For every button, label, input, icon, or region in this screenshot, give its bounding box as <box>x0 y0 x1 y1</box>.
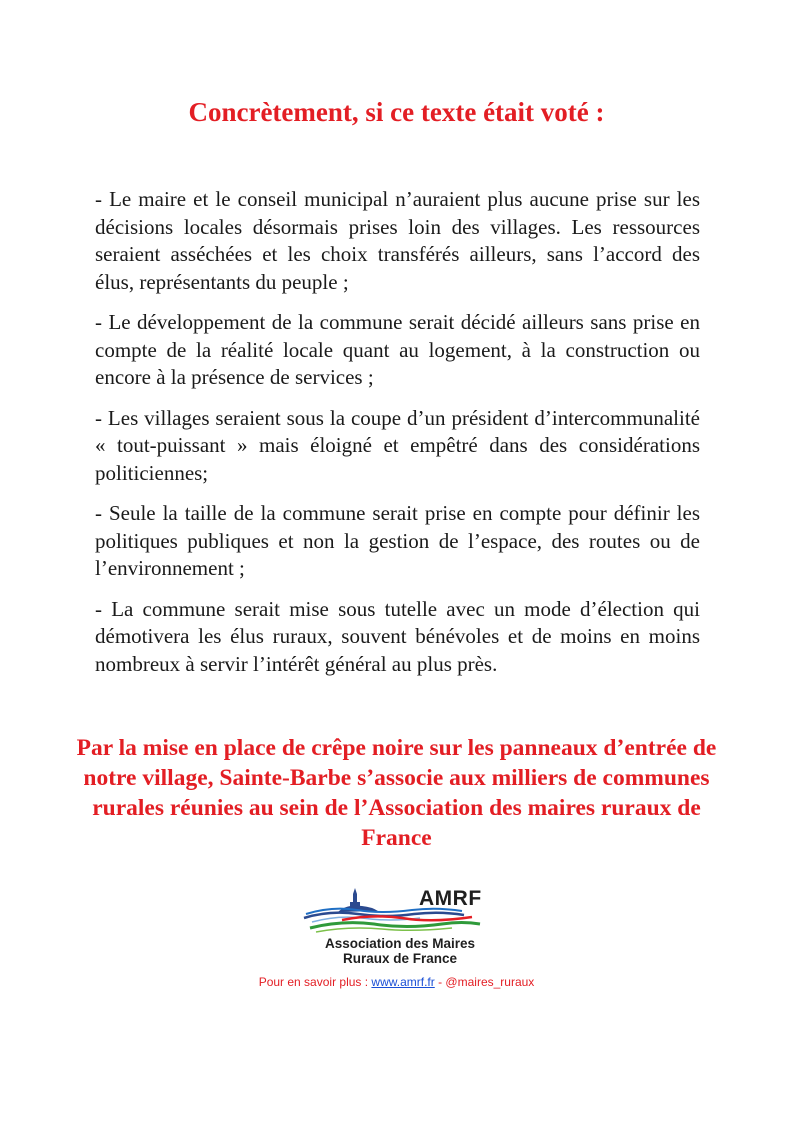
amrf-website-link[interactable]: www.amrf.fr <box>371 975 435 989</box>
page-title: Concrètement, si ce texte était voté : <box>188 97 605 127</box>
footer <box>0 975 793 989</box>
body-text <box>95 186 700 691</box>
footer-prefix: Pour en savoir plus : <box>258 975 372 989</box>
logo-name <box>302 936 498 966</box>
closing-statement: Par la mise en place de crêpe noire sur les panneaux d’entrée de notre village, Sainte-Barbe s’associe aux milliers de communes rurales réunies au sein de l’Association des maires ruraux de France <box>76 735 717 851</box>
paragraph-2: - Le développement de la commune serait décidé ailleurs sans prise en compte de la réalité locale quant au logement, à la construction ou encore à la présence de services ; <box>95 310 700 389</box>
paragraph-3: - Les villages seraient sous la coupe d’un président d’intercommunalité « tout-puissant » mais éloigné et empêtré dans des considérations politiciennes; <box>95 405 700 485</box>
amrf-logo <box>302 880 498 972</box>
logo-abbreviation: AMRF <box>419 887 482 910</box>
paragraph-1: - Le maire et le conseil municipal n’auraient plus aucune prise sur les décisions locales désormais prises loin des villages. Les ressources seraient asséchées et les choix transférés ailleurs, sans l’accord des élus, représentants du peuple ; <box>95 187 700 294</box>
paragraph-4: - Seule la taille de la commune serait prise en compte pour définir les politiques publiques et non la gestion de l’espace, des routes ou de l’environnement ; <box>95 501 700 580</box>
paragraph-5: - La commune serait mise sous tutelle avec un mode d’élection qui démotivera les élus ruraux, souvent bénévoles et de moins en moins nombreux à servir l’intérêt général au plus près. <box>95 596 700 676</box>
footer-suffix: - @maires_ruraux <box>434 975 535 989</box>
logo-name-line-1: Association des Maires <box>324 936 476 951</box>
logo-name-line-2: Ruraux de France <box>342 951 458 966</box>
